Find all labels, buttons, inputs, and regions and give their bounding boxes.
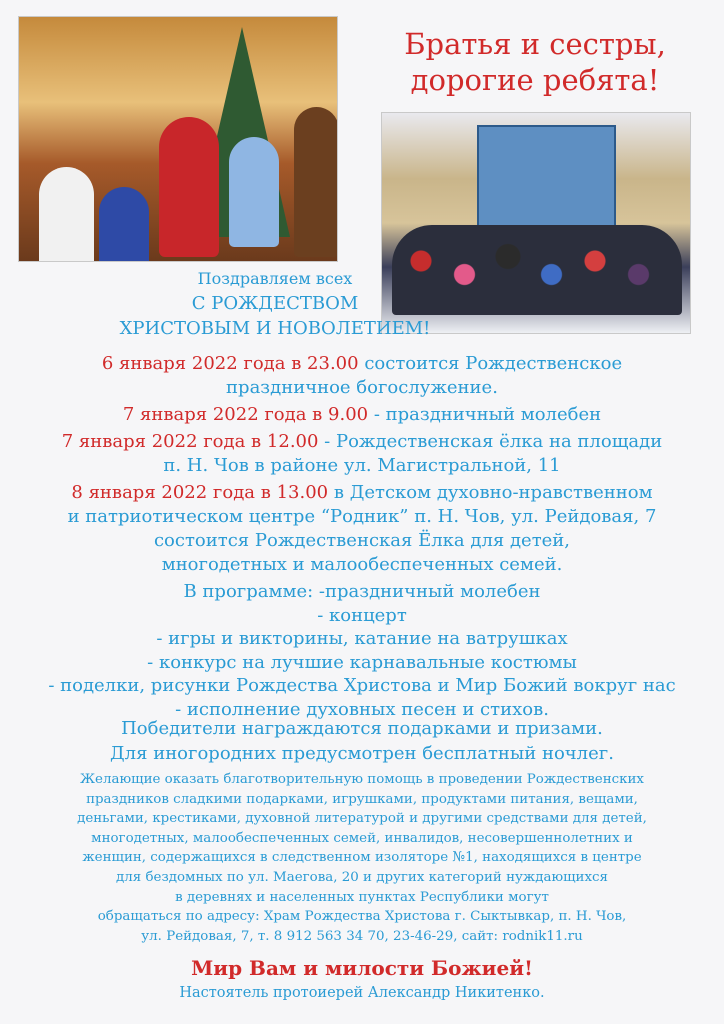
event-text: праздничное богослужение. (226, 377, 498, 398)
winners-line: Победители награждаются подарками и призами. (121, 718, 603, 739)
program-item: - конкурс на лучшие карнавальные костюмы (147, 651, 577, 673)
heading-line-2: дорогие ребята! (410, 63, 660, 97)
event-text: в Детском духовно-нравственном (328, 482, 653, 503)
lodging-line: Для иногородних предусмотрен бесплатный ночлег. (110, 743, 614, 764)
charity-line: многодетных, малообеспеченных семей, инвалидов, несовершеннолетних и (91, 830, 633, 846)
banner-shape (477, 125, 616, 229)
event-text: - Рождественская ёлка на площади (318, 431, 663, 452)
program-list (20, 580, 704, 721)
program-item: - поделки, рисунки Рождества Христова и Мир Божий вокруг нас (48, 675, 676, 696)
greeting (55, 266, 495, 341)
event-item (20, 403, 704, 427)
events-schedule (20, 352, 704, 580)
event-item (20, 352, 704, 400)
greeting-line-3: ХРИСТОВЫМ И НОВОЛЕТИЕМ! (119, 318, 431, 339)
charity-line: деньгами, крестиками, духовной литературой и другими средствами для детей, (77, 811, 647, 827)
event-date: 8 января 2022 года в 13.00 (71, 482, 329, 503)
event-text: - праздничный молебен (368, 404, 602, 425)
program-item: - концерт (317, 604, 407, 626)
figure-father-frost (159, 117, 219, 257)
page-heading (360, 26, 710, 98)
heading-line-1: Братья и сестры, (404, 27, 666, 61)
program-item: - игры и викторины, катание на ватрушках (156, 628, 568, 649)
event-date: 7 января 2022 года в 12.00 (61, 431, 319, 452)
event-text: состоится Рождественское (358, 353, 623, 374)
figure-snow-maiden (229, 137, 279, 247)
event-date: 7 января 2022 года в 9.00 (122, 404, 369, 425)
greeting-line-2: С РОЖДЕСТВОМ (191, 293, 359, 314)
figure-child-blue (99, 187, 149, 262)
charity-line: обращаться по адресу: Храм Рождества Христова г. Сыктывкар, п. Н. Чов, (97, 909, 627, 925)
winners-info (20, 716, 704, 766)
charity-line: праздников сладкими подарками, игрушками, продуктами питания, вещами, (86, 791, 638, 807)
charity-appeal (14, 770, 710, 946)
charity-contact-line: ул. Рейдовая, 7, т. 8 912 563 34 70, 23-46-29, сайт: rodnik11.ru (141, 928, 583, 944)
figure-bear (294, 107, 338, 257)
program-item: В программе: -праздничный молебен (183, 581, 541, 602)
event-text: и патриотическом центре “Родник” п. Н. Чов, ул. Рейдовая, 7 (67, 506, 657, 527)
charity-line: женщин, содержащихся в следственном изоляторе №1, находящихся в центре (82, 850, 642, 866)
event-text: п. Н. Чов в районе ул. Магистральной, 11 (163, 455, 561, 476)
signature: Настоятель протоиерей Александр Никитенко. (179, 985, 545, 1001)
christmas-party-photo (18, 16, 338, 262)
greeting-line-1: Поздравляем всех (197, 269, 353, 288)
event-date: 6 января 2022 года в 23.00 (101, 353, 359, 374)
event-item (20, 430, 704, 478)
event-text: состоится Рождественская Ёлка для детей, (153, 530, 571, 551)
event-text: многодетных и малообеспеченных семей. (161, 554, 563, 575)
program-item: - исполнение духовных песен и стихов. (175, 698, 549, 720)
charity-line: для бездомных по ул. Маегова, 20 и других категорий нуждающихся (116, 869, 608, 885)
charity-line: в деревнях и населенных пунктах Республики могут (175, 889, 549, 905)
figure-child-white (39, 167, 94, 262)
blessing: Мир Вам и милости Божией! (191, 956, 533, 980)
event-item (20, 481, 704, 577)
charity-line: Желающие оказать благотворительную помощь в проведении Рождественских (80, 772, 644, 787)
